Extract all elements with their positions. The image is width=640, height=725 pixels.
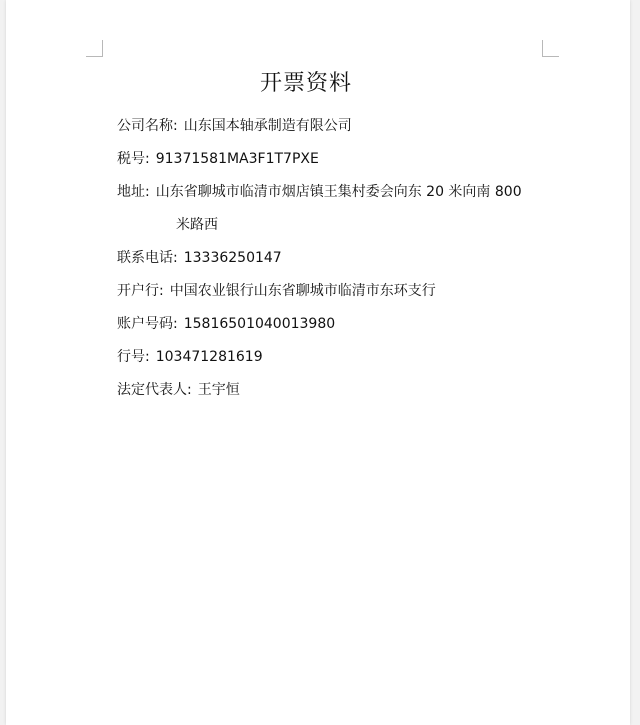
tax-id-label: 税号:	[117, 151, 150, 167]
bank-number-row	[117, 346, 263, 366]
phone-row	[117, 247, 282, 267]
tax-id-value: 91371581MA3F1T7PXE	[155, 151, 319, 167]
legal-rep-value: 王宇恒	[197, 382, 240, 398]
tax-id-row	[117, 148, 319, 168]
phone-value: 13336250147	[183, 250, 282, 266]
bank-label: 开户行:	[117, 283, 164, 299]
legal-rep-label: 法定代表人:	[117, 382, 192, 398]
bank-row	[117, 280, 436, 300]
address-label: 地址:	[117, 184, 150, 200]
company-name-label: 公司名称:	[117, 118, 178, 134]
account-value: 15816501040013980	[183, 316, 336, 332]
account-row	[117, 313, 335, 333]
phone-label: 联系电话:	[117, 250, 178, 266]
bank-number-label: 行号:	[117, 349, 150, 365]
margin-corner-top-right	[542, 40, 559, 57]
legal-rep-row	[117, 379, 240, 399]
address-value-line1: 山东省聊城市临清市烟店镇王集村委会向东 20 米向南 800	[155, 184, 522, 200]
margin-corner-top-left	[86, 40, 103, 57]
account-label: 账户号码:	[117, 316, 178, 332]
document-page	[6, 0, 630, 725]
document-title: 开票资料	[259, 71, 352, 96]
company-name-value: 山东国本轴承制造有限公司	[183, 118, 352, 134]
bank-number-value: 103471281619	[155, 349, 263, 365]
company-name-row	[117, 115, 352, 135]
address-row	[117, 181, 522, 201]
address-value-line2: 米路西	[176, 217, 218, 233]
bank-value: 中国农业银行山东省聊城市临清市东环支行	[169, 283, 436, 299]
